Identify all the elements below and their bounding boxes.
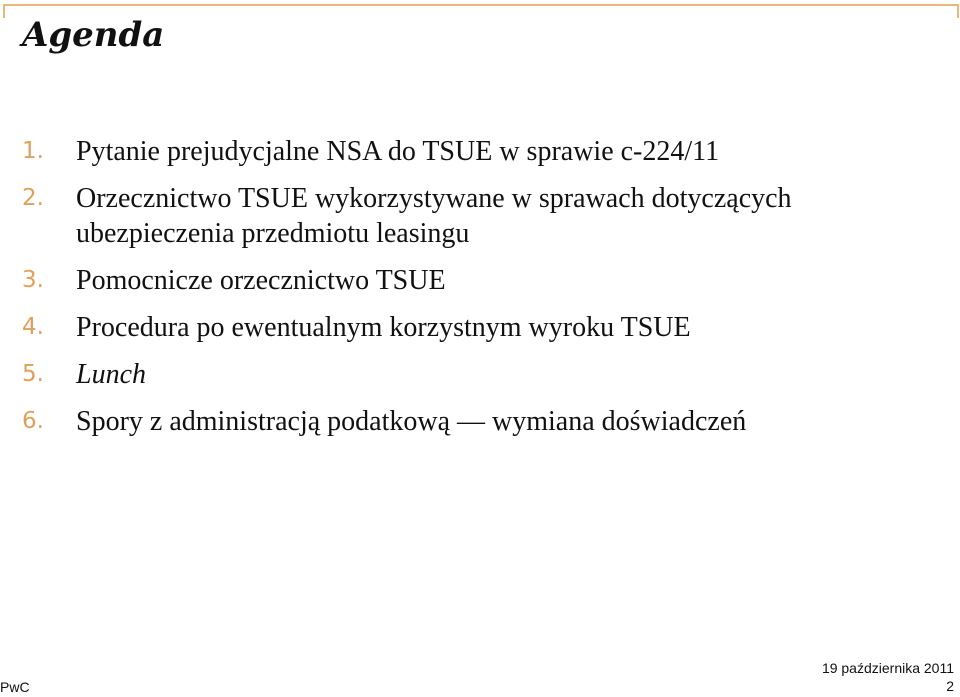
agenda-item-text: Procedura po ewentualnym korzystnym wyroku TSUE xyxy=(76,312,691,343)
agenda-item-number: 5. xyxy=(22,361,44,387)
agenda-item xyxy=(22,263,952,298)
footer-page-number: 2 xyxy=(946,678,954,694)
slide-title: Agenda xyxy=(22,15,165,55)
agenda-item xyxy=(22,181,952,251)
agenda-item-text: Pomocnicze orzecznictwo TSUE xyxy=(76,265,446,296)
agenda-item xyxy=(22,357,952,392)
footer-date: 19 października 2011 xyxy=(821,660,954,676)
agenda-item-text: Lunch xyxy=(76,359,146,390)
footer-meta xyxy=(822,659,954,695)
agenda-item-text: Spory z administracją podatkową — wymiana doświadczeń xyxy=(76,406,747,437)
agenda-item-text: Pytanie prejudycjalne NSA do TSUE w sprawie c-224/11 xyxy=(76,136,720,167)
footer-brand: PwC xyxy=(0,679,30,695)
agenda-item-number: 4. xyxy=(22,314,44,340)
agenda-item xyxy=(22,404,952,439)
agenda-item xyxy=(22,134,952,169)
agenda-item-text: Orzecznictwo TSUE wykorzystywane w sprawach dotyczących ubezpieczenia przedmiotu leasingu xyxy=(76,183,792,249)
agenda-item-number: 2. xyxy=(22,185,44,211)
agenda-item-number: 6. xyxy=(22,408,44,434)
agenda-item-number: 1. xyxy=(22,138,44,164)
agenda-item xyxy=(22,310,952,345)
agenda-item-number: 3. xyxy=(22,267,44,293)
agenda-list xyxy=(22,134,952,451)
